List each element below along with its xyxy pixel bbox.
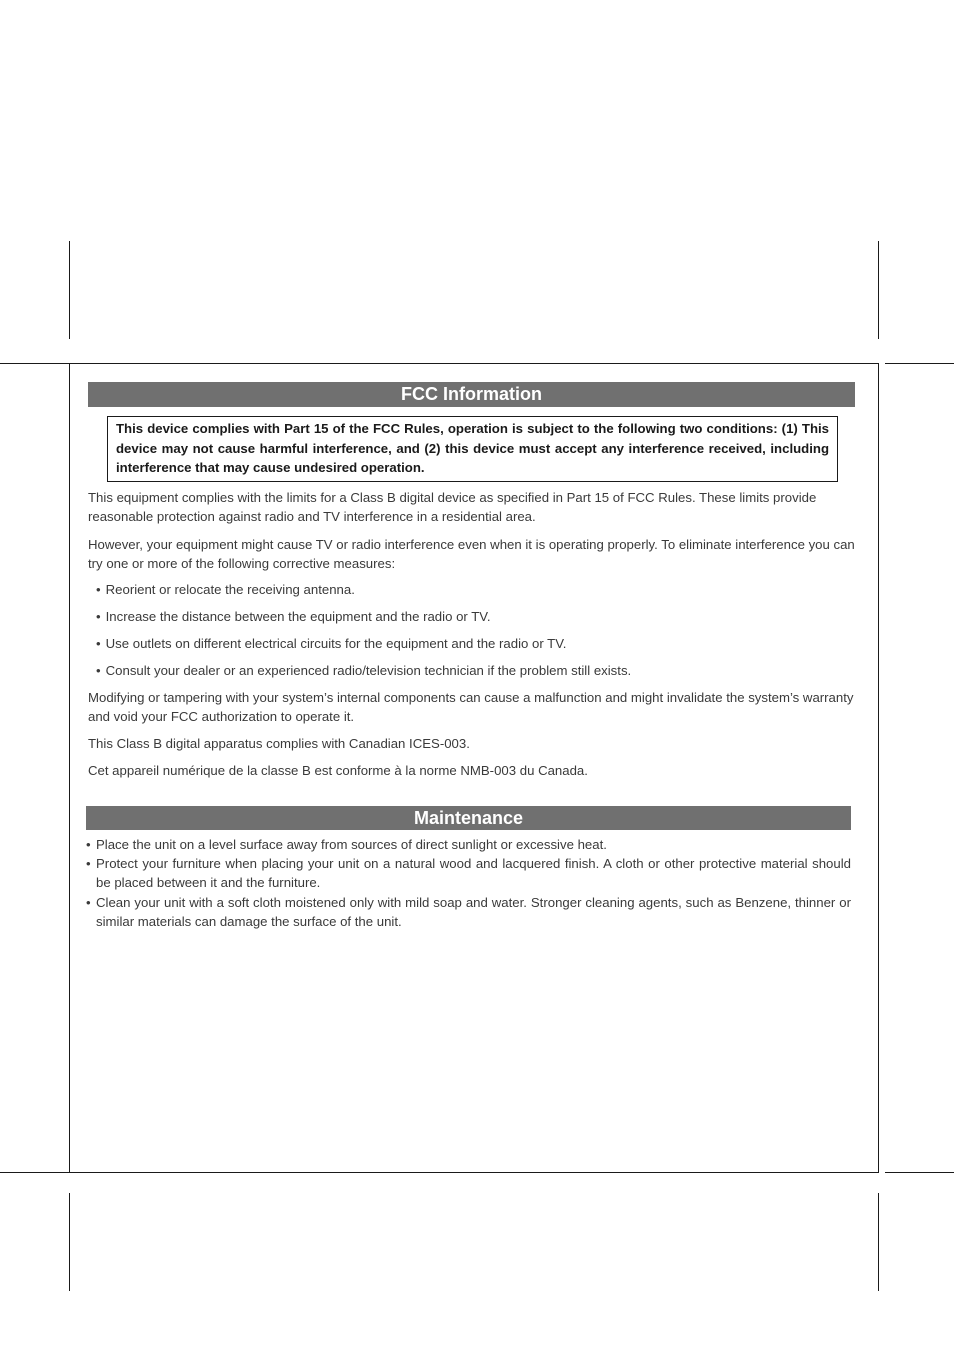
trim-line-bottom-left xyxy=(0,1172,70,1173)
list-item: • Increase the distance between the equipment and the radio or TV. xyxy=(96,608,491,624)
maintenance-heading: Maintenance xyxy=(86,806,851,830)
list-item: • Clean your unit with a soft cloth moistened only with mild soap and water. Stronger cleaning agents, such as Benzene, thinner or similar materials can damage the surface of the unit. xyxy=(86,894,851,929)
fcc-paragraph-ices: This Class B digital apparatus complies with Canadian ICES-003. xyxy=(88,736,470,751)
bullet: • xyxy=(96,608,101,624)
bullet: • xyxy=(96,635,101,651)
trim-line-bottom-right xyxy=(885,1172,954,1173)
fcc-paragraph-interference: However, your equipment might cause TV or radio interference even when it is operating properly. To eliminate interference you can try one or more of the following corrective measures: xyxy=(88,536,855,571)
list-item: • Reorient or relocate the receiving antenna. xyxy=(96,581,355,597)
fcc-compliance-notice: This device complies with Part 15 of the FCC Rules, operation is subject to the following two conditions: (1) This device may not cause harmful interference, and (2) this device must accept any interference received, including interference that may cause undesired operation. xyxy=(107,416,838,482)
bullet: • xyxy=(86,856,91,872)
list-item: • Use outlets on different electrical circuits for the equipment and the radio or TV. xyxy=(96,635,567,651)
bullet: • xyxy=(86,894,91,910)
list-item: • Place the unit on a level surface away from sources of direct sunlight or excessive heat. xyxy=(86,835,851,854)
fcc-section xyxy=(88,382,855,781)
trim-line-top-left xyxy=(0,363,70,364)
maintenance-list xyxy=(86,835,851,931)
maintenance-section xyxy=(86,806,851,931)
trim-line-top-middle xyxy=(70,363,879,364)
crop-mark-top-left xyxy=(69,241,70,339)
fcc-paragraph-class-b: This equipment complies with the limits for a Class B digital device as specified in Part 15 of FCC Rules. These limits provide reasonable protection against radio and TV interference in a residential area. xyxy=(88,489,817,524)
trim-line-right xyxy=(878,363,879,1173)
crop-mark-bottom-left xyxy=(69,1193,70,1291)
list-item: • Protect your furniture when placing your unit on a natural wood and lacquered finish. A cloth or other protective material should be placed between it and the furniture. xyxy=(86,856,851,891)
crop-mark-top-right xyxy=(878,241,879,339)
corrective-measures-list xyxy=(88,580,855,681)
fcc-heading: FCC Information xyxy=(88,382,855,407)
bullet: • xyxy=(96,581,101,597)
crop-mark-bottom-right xyxy=(878,1193,879,1291)
trim-line-top-right xyxy=(885,363,954,364)
bullet: • xyxy=(86,837,91,852)
trim-line-left xyxy=(69,363,70,1173)
fcc-paragraph-nmb: Cet appareil numérique de la classe B est conforme à la norme NMB-003 du Canada. xyxy=(88,763,588,778)
fcc-paragraph-tampering: Modifying or tampering with your system’s internal components can cause a malfunction and might invalidate the system’s warranty and void your FCC authorization to operate it. xyxy=(88,689,854,724)
list-item: • Consult your dealer or an experienced radio/television technician if the problem still exists. xyxy=(96,662,632,678)
bullet: • xyxy=(96,662,101,678)
trim-line-bottom-middle xyxy=(70,1172,879,1173)
